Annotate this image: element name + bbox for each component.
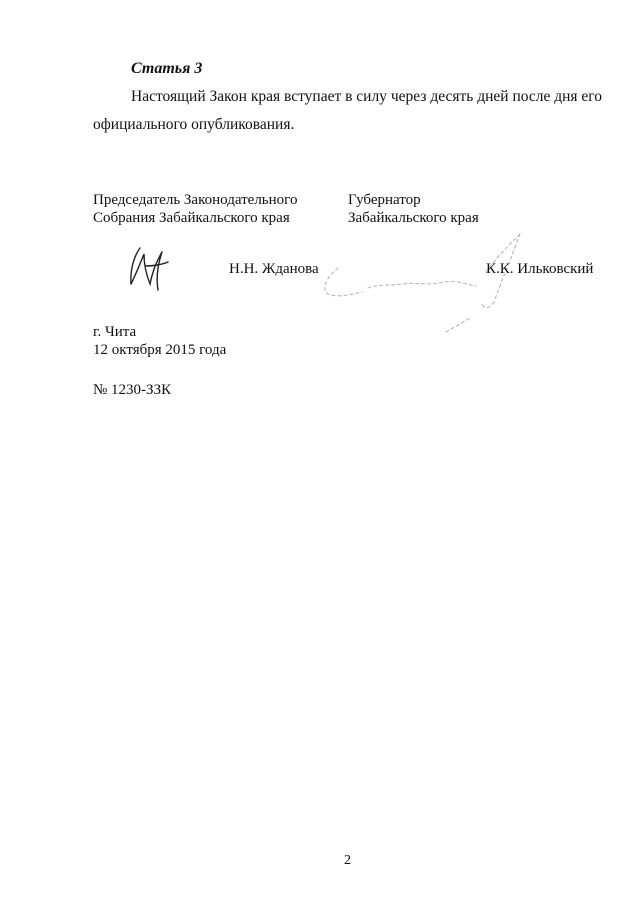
chairman-title-line-1: Председатель Законодательного — [93, 192, 298, 208]
page-number: 2 — [344, 853, 351, 868]
chairman-name: Н.Н. Жданова — [229, 261, 319, 277]
governor-title-line-2: Забайкальского края — [348, 210, 479, 226]
chairman-title — [93, 191, 297, 227]
article-heading: Статья 3 — [131, 60, 203, 77]
article-text-line-2: официального опубликования. — [93, 116, 295, 133]
chairman-signature — [126, 244, 172, 292]
date: 12 октября 2015 года — [93, 342, 227, 358]
governor-signature — [316, 228, 536, 346]
governor-title-line-1: Губернатор — [348, 192, 421, 208]
chairman-title-line-2: Собрания Забайкальского края — [93, 210, 290, 226]
article-text-line-1: Настоящий Закон края вступает в силу через десять дней после дня его — [131, 88, 603, 105]
governor-title — [348, 191, 479, 227]
law-number: № 1230-ЗЗК — [93, 382, 172, 398]
place: г. Чита — [93, 324, 137, 340]
governor-name: К.К. Ильковский — [486, 261, 594, 277]
